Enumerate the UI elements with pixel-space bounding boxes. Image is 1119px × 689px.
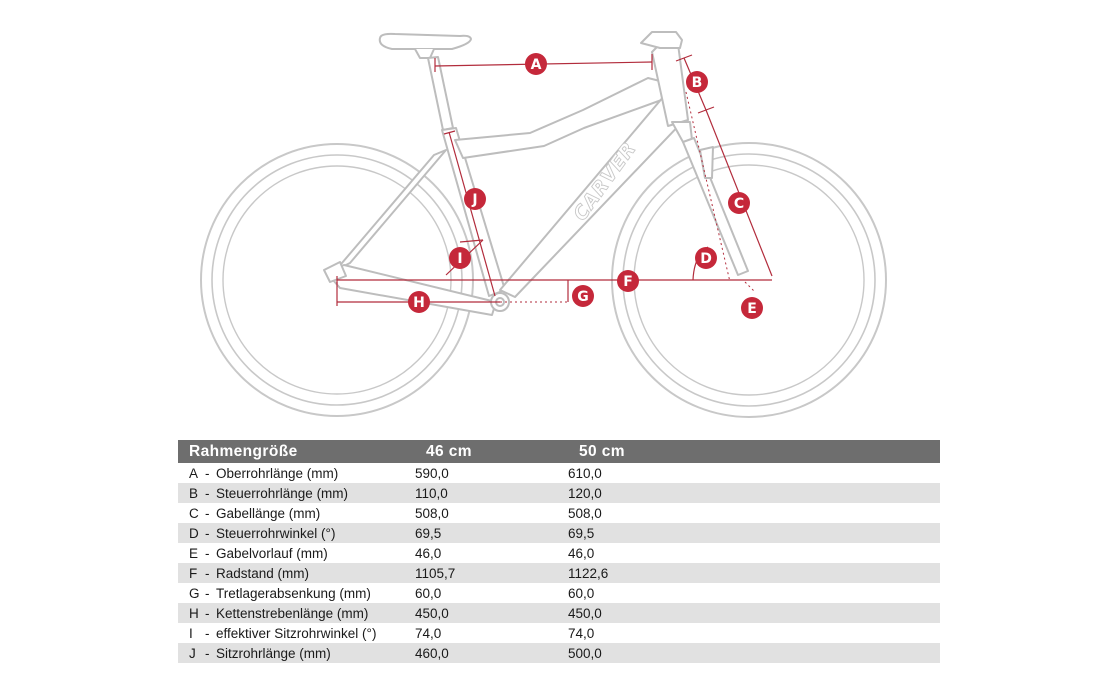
row-dash: - <box>205 505 210 521</box>
value-50: 69,5 <box>568 523 940 543</box>
row-dash: - <box>205 585 210 601</box>
value-46: 460,0 <box>415 643 568 663</box>
value-46: 508,0 <box>415 505 449 521</box>
row-letter: C <box>189 505 199 521</box>
row-label <box>178 643 415 663</box>
row-letter: I <box>189 625 193 641</box>
row-dash: - <box>205 645 210 661</box>
marker-b-label: B <box>691 75 703 91</box>
marker-g <box>572 285 594 307</box>
marker-e <box>741 297 763 319</box>
value-46: 1105,7 <box>415 563 568 583</box>
row-name: Steuerrohrwinkel (°) <box>216 525 336 541</box>
value-46: 110,0 <box>415 483 568 503</box>
row-dash: - <box>205 465 210 481</box>
value-50: 450,0 <box>568 603 940 623</box>
marker-j-label: J <box>472 192 478 208</box>
header-frame-size: Rahmengröße <box>178 440 415 463</box>
marker-a-label: A <box>530 57 542 73</box>
table-row <box>178 523 940 543</box>
value-50: 500,0 <box>568 643 940 663</box>
table-row <box>178 563 940 583</box>
row-letter: E <box>189 545 199 561</box>
marker-h <box>408 291 430 313</box>
row-dash: - <box>205 545 210 561</box>
row-letter: A <box>189 465 199 481</box>
table-header-row <box>178 440 940 463</box>
table-row <box>178 623 940 643</box>
marker-d <box>695 247 717 269</box>
row-name: Gabellänge (mm) <box>216 505 321 521</box>
row-letter: B <box>189 485 199 501</box>
value-46: 74,0 <box>415 625 442 641</box>
value-50: 74,0 <box>568 625 595 641</box>
header-size-46: 46 cm <box>415 440 568 463</box>
row-name: Kettenstrebenlänge (mm) <box>216 605 369 621</box>
value-50: 1122,6 <box>568 563 940 583</box>
value-46: 450,0 <box>415 603 568 623</box>
value-46: 46,0 <box>415 545 442 561</box>
row-name: Oberrohrlänge (mm) <box>216 465 339 481</box>
marker-j <box>464 188 486 210</box>
header-size-50: 50 cm <box>568 440 940 463</box>
row-dash: - <box>205 525 210 541</box>
table-row <box>178 583 940 603</box>
row-label <box>178 563 415 583</box>
value-50: 610,0 <box>568 465 602 481</box>
marker-h-label: H <box>413 295 425 311</box>
row-label <box>178 503 415 523</box>
row-name: effektiver Sitzrohrwinkel (°) <box>216 625 377 641</box>
geometry-table <box>178 440 940 663</box>
row-name: Gabelvorlauf (mm) <box>216 545 328 561</box>
row-name: Radstand (mm) <box>216 565 310 581</box>
marker-i-label: I <box>457 251 463 267</box>
marker-i <box>449 247 471 269</box>
row-name: Steuerrohrlänge (mm) <box>216 485 349 501</box>
row-dash: - <box>205 485 210 501</box>
marker-b <box>686 71 708 93</box>
table-row <box>178 643 940 663</box>
row-label <box>178 603 415 623</box>
row-label <box>178 543 415 563</box>
row-label <box>178 623 415 643</box>
row-letter: H <box>189 605 199 621</box>
value-50: 120,0 <box>568 483 940 503</box>
row-label <box>178 583 415 603</box>
row-label <box>178 463 415 483</box>
table-row <box>178 543 940 563</box>
value-50: 60,0 <box>568 585 595 601</box>
row-dash: - <box>205 625 210 641</box>
row-label <box>178 523 415 543</box>
row-letter: D <box>189 525 199 541</box>
row-name: Sitzrohrlänge (mm) <box>216 645 331 661</box>
marker-g-label: G <box>577 289 589 305</box>
row-label <box>178 483 415 503</box>
row-name: Tretlagerabsenkung (mm) <box>216 585 371 601</box>
marker-f <box>617 270 639 292</box>
value-50: 508,0 <box>568 505 602 521</box>
marker-a <box>525 53 547 75</box>
marker-c <box>728 192 750 214</box>
table-row <box>178 603 940 623</box>
value-50: 46,0 <box>568 545 595 561</box>
marker-c-label: C <box>733 196 745 212</box>
table-row <box>178 503 940 523</box>
table-row <box>178 483 940 503</box>
value-46: 590,0 <box>415 465 449 481</box>
row-dash: - <box>205 565 210 581</box>
row-letter: F <box>189 565 198 581</box>
marker-f-label: F <box>623 274 633 290</box>
marker-d-label: D <box>700 251 712 267</box>
table-row <box>178 463 940 483</box>
marker-e-label: E <box>747 301 757 317</box>
value-46: 60,0 <box>415 585 442 601</box>
value-46: 69,5 <box>415 523 568 543</box>
row-letter: G <box>189 585 200 601</box>
row-letter: J <box>189 645 196 661</box>
row-dash: - <box>205 605 210 621</box>
brand-logo: CARVER <box>569 137 641 225</box>
